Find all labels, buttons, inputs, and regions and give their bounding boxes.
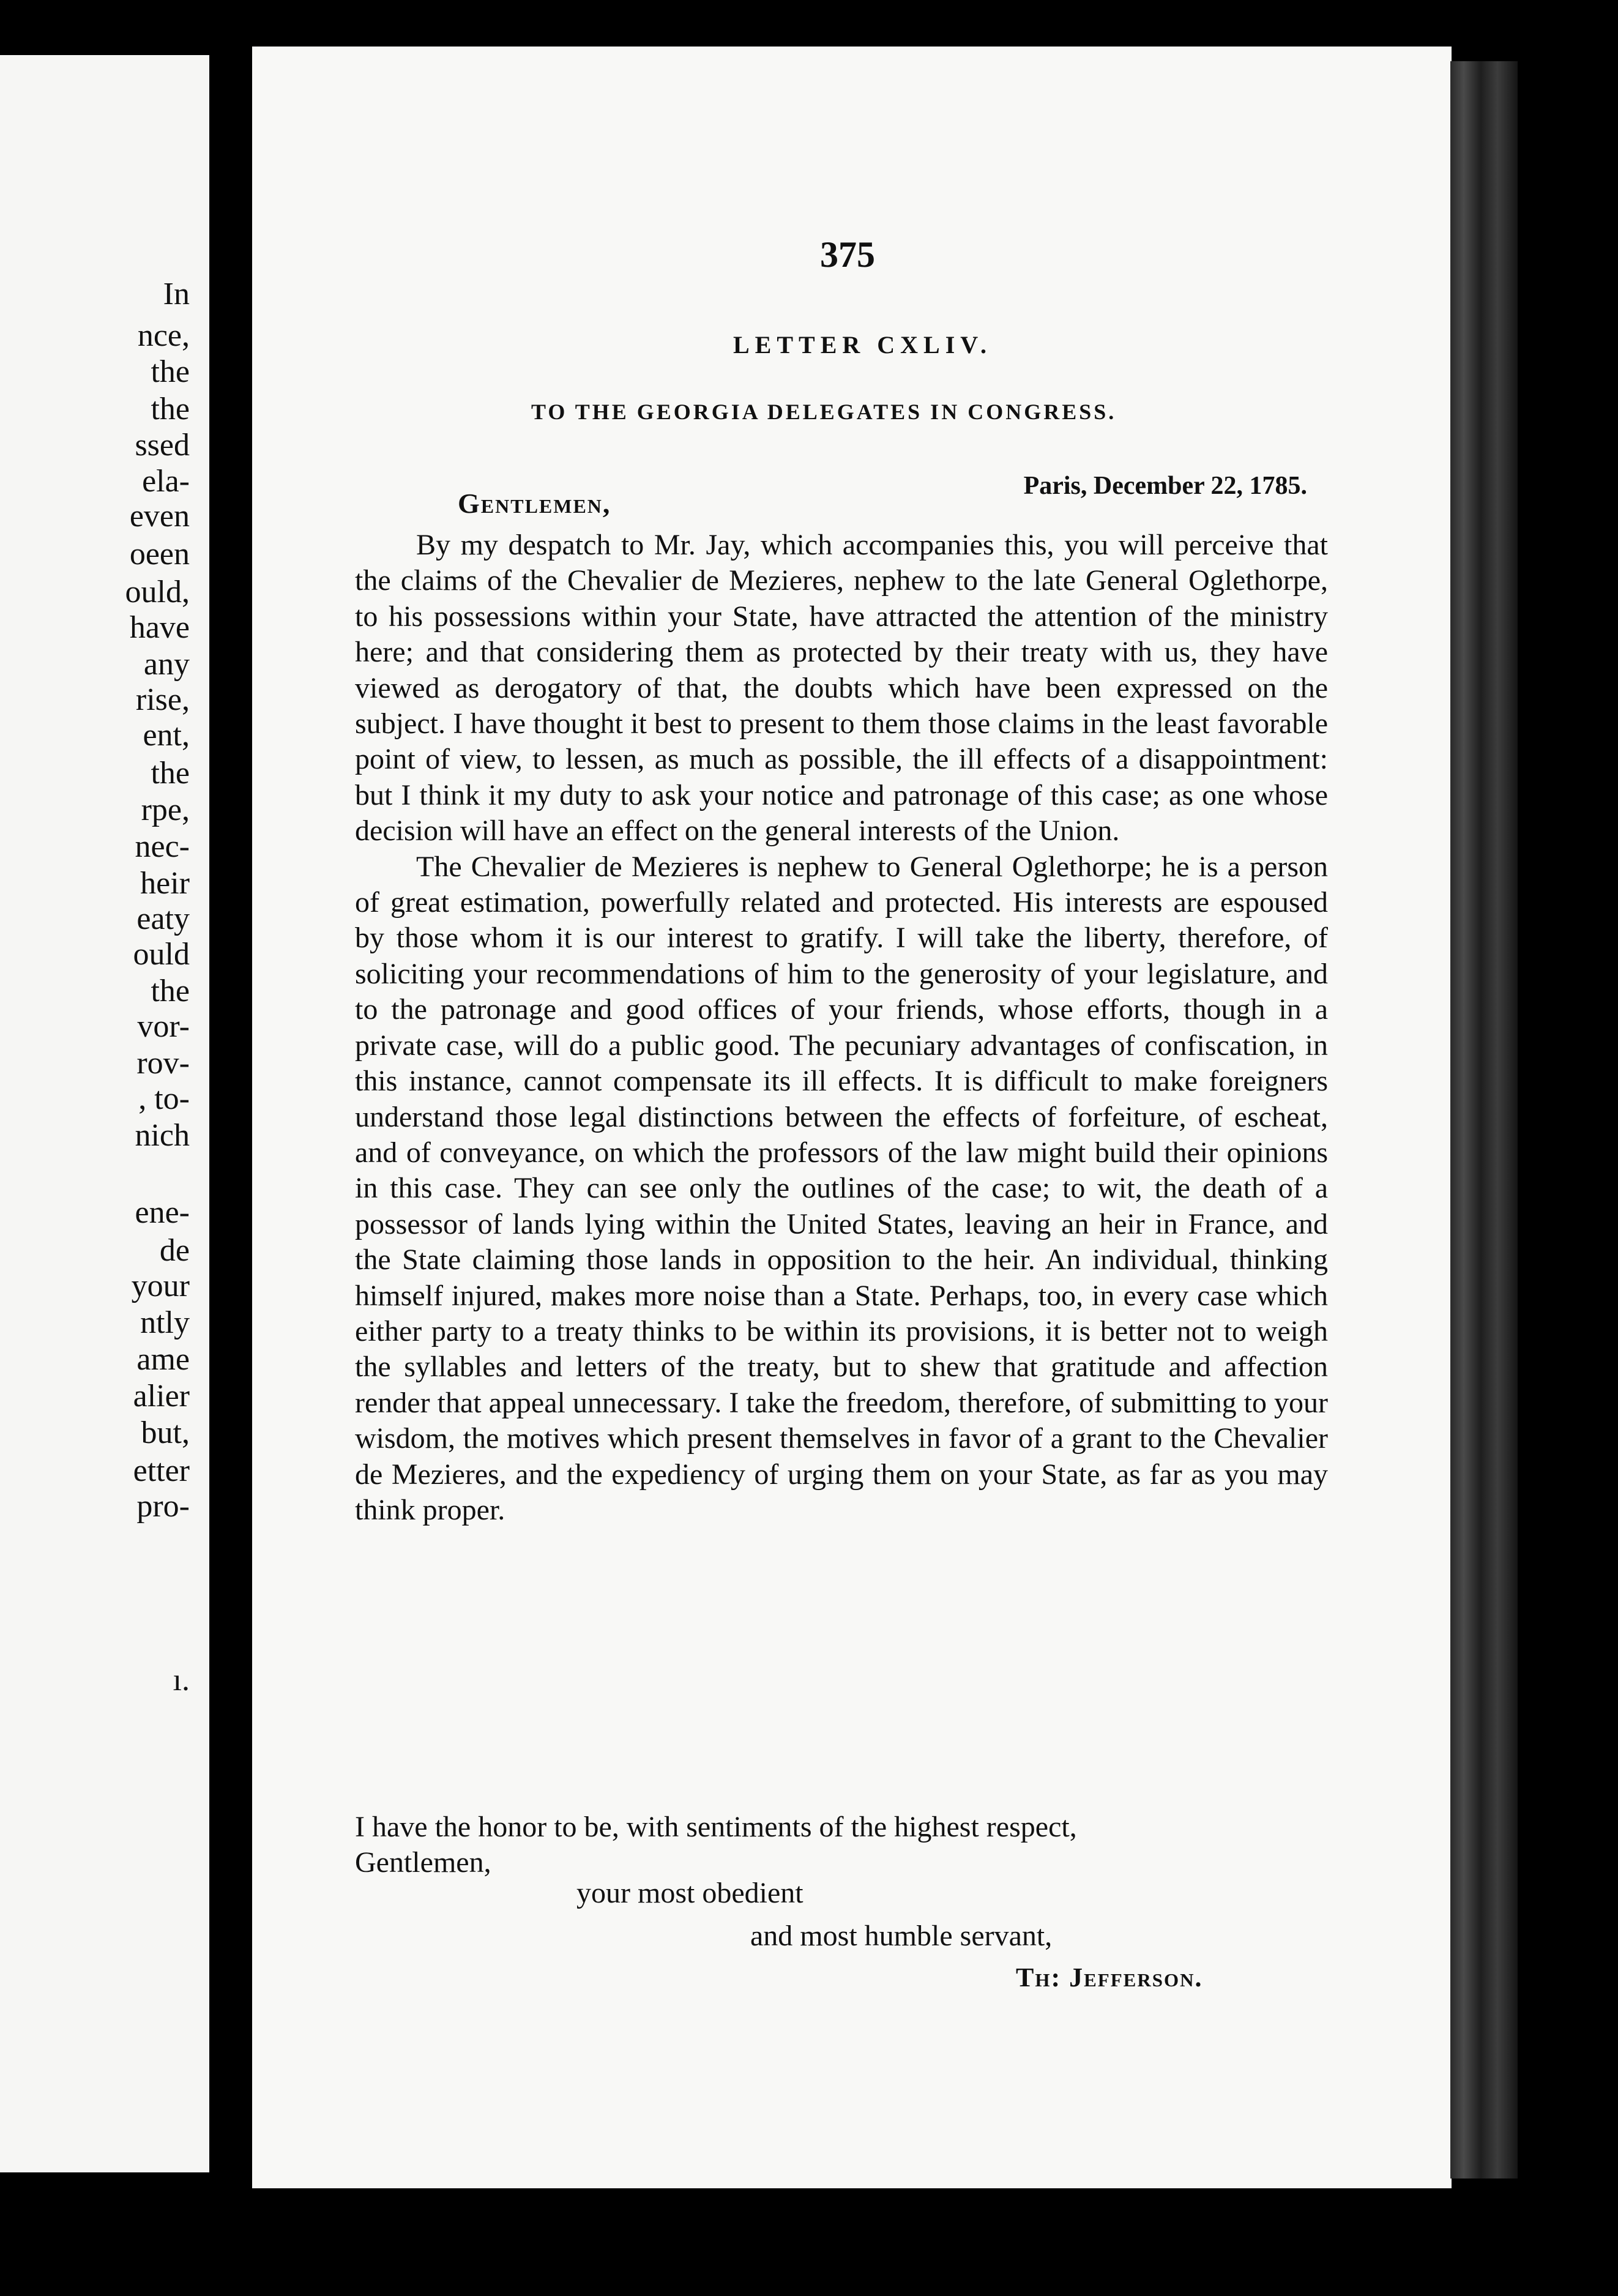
left-page-text-fragment: alier — [133, 1379, 190, 1414]
signature: Th: Jefferson. — [1016, 1962, 1203, 1992]
left-page-text-fragment: rpe, — [141, 792, 190, 827]
left-page-text-fragment: ould — [133, 937, 190, 972]
closing-line-1: I have the honor to be, with sentiments of the highest respect, — [355, 1811, 1077, 1843]
left-page-text-fragment: eaty — [136, 901, 190, 936]
left-page-text-fragment: have — [129, 610, 190, 645]
left-page-text-fragment: In — [163, 277, 190, 311]
closing-line-3: your most obedient — [576, 1877, 803, 1909]
left-page-text-fragment: even — [129, 499, 190, 534]
page-edge-shadow — [1450, 61, 1518, 2179]
left-page-text-fragment: the — [151, 974, 190, 1008]
left-page-text-fragment: heir — [140, 866, 190, 901]
left-page-text-fragment: ould, — [125, 575, 190, 609]
left-page-text-fragment: ntly — [140, 1305, 190, 1340]
paragraph-1: By my despatch to Mr. Jay, which accompanies this, you will perceive that the claims of the Chevalier de Mezieres, nephew to the late General Oglethorpe, to his possessions within your State, have attracted the attention of the ministry here; and that considering them as protected by their treaty with us, they have viewed as derogatory of that, the doubts which have been expressed on the subject. I have thought it best to present to them those claims in the least favorable point of view, to lessen, as much as possible, the ill effects of a disappointment: but I think it my duty to ask your notice and patronage of this case; as one whose decision will have an effect on the general interests of the Union. — [355, 529, 1328, 848]
left-page-text-fragment: rov- — [136, 1046, 190, 1081]
left-page-text-fragment: nec- — [135, 829, 190, 864]
left-page-text-fragment: rise, — [135, 682, 190, 717]
left-page-text-fragment: nce, — [137, 318, 190, 353]
page-number: 375 — [820, 234, 875, 275]
closing-line-4: and most humble servant, — [750, 1920, 1053, 1952]
left-page-text-fragment: the — [151, 354, 190, 389]
left-page-text-fragment: , to- — [138, 1081, 190, 1116]
closing-line-2: Gentlemen, — [355, 1846, 491, 1879]
left-page-text-fragment: pro- — [136, 1489, 190, 1524]
letter-heading: LETTER CXLIV. — [733, 331, 993, 359]
left-page-text-fragment: ene- — [135, 1195, 190, 1230]
left-page-text-fragment: your — [131, 1269, 190, 1303]
left-page-text-fragment: oeen — [129, 537, 190, 572]
addressee-heading: TO THE GEORGIA DELEGATES IN CONGRESS. — [531, 400, 1117, 424]
left-page-text-fragment: vor- — [137, 1009, 190, 1044]
left-page-text-fragment: any — [143, 647, 190, 682]
left-page-text-fragment: but, — [141, 1415, 190, 1450]
paragraph-2: The Chevalier de Mezieres is nephew to General Oglethorpe; he is a person of great estimation, powerfully related and protected. His interests are espoused by those whom it is our interest to gratify. I will take the liberty, therefore, of soliciting your recommendations of him to the generosity of your legislature, and to the patronage and good offices of your friends, whose efforts, though in a private case, will do a public good. The pecuniary advantages of confiscation, in this instance, cannot compensate its ill effects. It is difficult to make foreigners understand those legal distinctions between the effects of forfeiture, of escheat, and of conveyance, on which the professors of the law might build their opinions in this case. They can see only the outlines of the case; to wit, the death of a possessor of lands lying within the United States, leaving an heir in France, and the State claiming those lands in opposition to the heir. An individual, thinking himself injured, makes more noise than a State. Perhaps, too, in every case which either party to a treaty thinks to be within its provisions, it is better not to weigh the syllables and letters of the treaty, but to shew that gratitude and affection render that appeal unnecessary. I take the freedom, therefore, of submitting to your wisdom, the motives which present themselves in favor of a grant to the Chevalier de Mezieres, and the expediency of urging them on your State, as far as you may think proper. — [355, 850, 1328, 1526]
left-page-text-fragment: ent, — [143, 718, 190, 753]
left-page-text-fragment: nich — [135, 1118, 190, 1153]
salutation: Gentlemen, — [458, 488, 611, 519]
left-page-text-fragment: ela- — [142, 464, 190, 499]
dateline: Paris, December 22, 1785. — [1023, 472, 1307, 500]
left-page-text-fragment: etter — [133, 1453, 190, 1488]
left-page-text-fragment: ame — [136, 1342, 190, 1377]
left-page-text-fragment: the — [151, 756, 190, 791]
letter-body — [355, 527, 1328, 1528]
left-page-text-fragment: the — [151, 392, 190, 427]
left-page-text-fragment: ssed — [135, 428, 190, 463]
left-page-text-fragment: de — [159, 1233, 190, 1268]
left-page-text-fragment: ı. — [173, 1663, 190, 1698]
left-page-fragment — [0, 55, 209, 2172]
